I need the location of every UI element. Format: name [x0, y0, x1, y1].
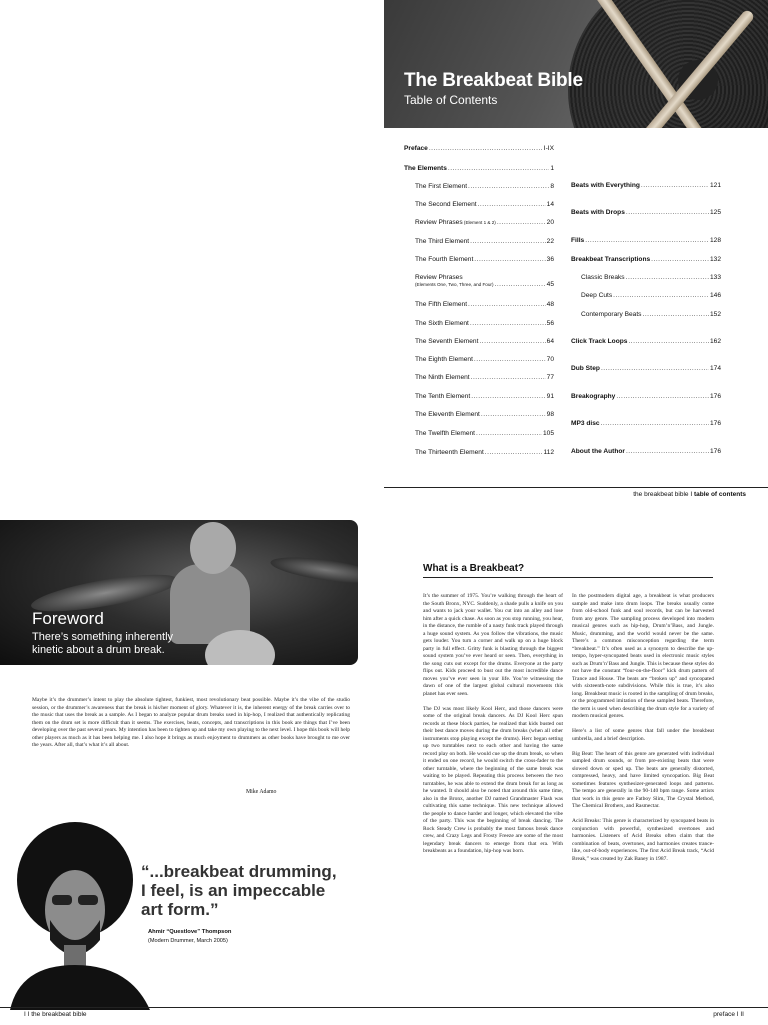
toc-leader-dots: [468, 183, 549, 190]
toc-leader-dots: [468, 301, 546, 308]
toc-leader-dots: [471, 374, 546, 381]
toc-entry-page: 14: [546, 201, 554, 208]
toc-entry-label: [581, 292, 612, 299]
toc-entry: [415, 320, 554, 327]
toc-entry: [415, 183, 554, 190]
toc-entry-label: [571, 237, 584, 244]
toc-entry-title: The Twelfth Element: [415, 430, 475, 437]
toc-entry-page: 146: [709, 292, 721, 299]
toc-entry: [415, 430, 554, 437]
toc-leader-dots: [476, 430, 542, 437]
foreword-subtitle: There’s something inherently kinetic about a drum break.: [32, 631, 174, 656]
toc-entry-page: 162: [709, 338, 721, 345]
toc-entry-label: [415, 356, 473, 363]
foreword-signature: Mike Adamo: [246, 789, 277, 795]
article-paragraph: Here’s a list of some genres that fall under the breakbeat umbrella, and a brief description.: [572, 728, 714, 742]
toc-entry-label: [404, 165, 447, 172]
toc-entry: [571, 182, 721, 189]
toc-entry-label: [415, 219, 496, 226]
toc-entry: [571, 365, 721, 372]
toc-leader-dots: [471, 393, 545, 400]
toc-entry-label: [571, 420, 600, 427]
toc-entry-page: 121: [709, 182, 721, 189]
toc-leader-dots: [470, 238, 546, 245]
toc-entry-page: 64: [546, 338, 554, 345]
toc-entry-page: 128: [709, 237, 721, 244]
toc-entry-label: [415, 183, 467, 190]
toc-leader-dots: [651, 256, 709, 263]
toc-entry-label: [571, 365, 600, 372]
toc-entry-page: 133: [709, 274, 721, 281]
toc-entry-label: [415, 411, 480, 418]
toc-entry-title: The Ninth Element: [415, 374, 470, 381]
toc-entry: [415, 449, 554, 456]
footer-text: I I the breakbeat bible: [24, 1011, 87, 1018]
toc-entry: [571, 237, 721, 244]
toc-entry-label: [571, 448, 625, 455]
article-paragraph: In the postmodern digital age, a breakbeat is what producers sample and make into drum loops. The breaks usually come from old-school funk and soul records, but can be harvested from any genre. The sampling process developed into modern musical genres such as hip-hop, Drum’n’Bass, and Jungle. Music, drumming, and the world would never be the same. There’s a common misconception regarding the term “breakbeat.” It’s often used as a synonym to describe the up-tempo, hyper-syncopated beats used in electronic music styles such as Drum’n’Bass and Jungle. This is because these styles do not have the constant “four-on-the-floor” kick drum pattern of Trance and House. The beats are “broken up” and syncopated with sixteenth-note subdivisions. While this is true, it’s also long. Breakbeat music is rooted in the sampling of drum breaks, or the programmed imitation of these sampled beats. Therefore, the term is used when describing the drum style for a variety of modern musical genres.: [572, 593, 714, 719]
toc-entry-title: The Sixth Element: [415, 320, 469, 327]
toc-entry-page: 98: [546, 411, 554, 418]
toc-entry-label: [404, 145, 428, 152]
footer-section-title: table of contents: [693, 491, 746, 498]
toc-entry-label: [415, 449, 484, 456]
toc-entry-page: 112: [543, 449, 554, 456]
toc-entry-page: 105: [542, 430, 554, 437]
article-paragraph: The DJ was most likely Kool Herc, and those dancers were some of the original break dancers. As DJ Kool Herc spun records at these block parties, he realized that kids busted out their best dance moves during the drum breaks (when all other instruments stop playing except the drums). Herc began setting up two turntables next to each other and having the same record play on both. He would cue up the drum break, so when it ended on one record, he would switch the cross-fader to the other turntable, where the beginning of the same break was waiting to be played. Repeating this process between the two turntables, he was able to extend the drum break for as long as he wanted. It should also be noted that around this same time, also in the Bronx, another DJ named Grandmaster Flash was cultivating this same technique. This new technique allowed the people to dance harder and longer, which elevated the vibe of the party. This was the beginning of break dancing. The Rock Steady Crew is probably the most famous break dance crew, and Crazy Legs and Frosty Freeze are some of the most legendary break dancers to emerge from that era. With breakbeats as a foundation, hip-hop was born.: [423, 705, 563, 854]
toc-entry: [415, 256, 554, 263]
toc-entry: [571, 209, 721, 216]
toc-entry-page: 8: [550, 183, 554, 190]
toc-leader-dots: [628, 338, 709, 345]
toc-entry-title: The Third Element: [415, 238, 470, 245]
toc-entry-title: Breakography: [571, 393, 616, 400]
toc-entry-title: Classic Breaks: [581, 274, 625, 281]
toc-entry-title: Breakbeat Transcriptions: [571, 256, 651, 263]
toc-entry-label: [415, 274, 493, 288]
toc-leader-dots: [481, 411, 546, 418]
toc-entry-page: 176: [709, 393, 721, 400]
toc-leader-dots: [585, 237, 709, 244]
toc-entry-page: 125: [709, 209, 721, 216]
toc-entry: [404, 145, 554, 152]
toc-entry-label: [415, 374, 470, 381]
toc-entry-page: 176: [709, 420, 721, 427]
toc-entry: [415, 301, 554, 308]
toc-entry-title: The Fourth Element: [415, 256, 474, 263]
toc-entry-page: 20: [546, 219, 554, 226]
toc-entry-page: 45: [546, 281, 554, 288]
toc-entry-label: [415, 338, 478, 345]
toc-entry-label: [571, 393, 615, 400]
footer-text: preface I II: [713, 1011, 744, 1018]
toc-leader-dots: [429, 145, 543, 152]
toc-subtitle: Table of Contents: [404, 93, 498, 107]
toc-entry-title: The Elements: [404, 165, 447, 172]
toc-entry-label: [415, 256, 473, 263]
toc-entry: [415, 219, 554, 226]
toc-entry-page: 132: [709, 256, 721, 263]
toc-entry: [415, 374, 554, 381]
foreword-body: Maybe it’s the drummer’s intent to play the absolute tightest, funkiest, most revolutionary beat possible. Maybe it’s the vibe of the studio session, or the drummer’s awareness that the break is his/her moment of glory. Whatever it is, the inherent energy of the break carries over to the music that uses the break as a sample. As I began to analyze popular drum breaks used in hip-hop, I realized that authentically replicating them on the drum set is more difficult than it seems. The exercises, beats, concepts, and transcriptions in this book are things that I’ve been developing over the past several years. My intention has been to tighten up and take my own playing to the next level. I hope this book will help other players as much as it has been helping me. I also hope it brings as much enjoyment to drummers as other books have brought to me over the years. After all, that’s what it’s all about.: [32, 697, 350, 748]
toc-entry: [571, 393, 721, 400]
toc-entry-title: The Eighth Element: [415, 356, 473, 363]
cymbal-graphic: [269, 552, 358, 587]
foreword-title: Foreword: [32, 609, 104, 628]
toc-entry-label: [415, 238, 469, 245]
toc-leader-dots: [626, 274, 709, 281]
toc-entry: [415, 393, 554, 400]
toc-leader-dots: [601, 420, 709, 427]
toc-entry: [571, 448, 721, 455]
toc-entry-title: The Eleventh Element: [415, 411, 480, 418]
toc-entry-page: 36: [546, 256, 554, 263]
footer-rule: [384, 487, 768, 488]
toc-entry: [581, 311, 721, 318]
toc-leader-dots: [485, 449, 543, 456]
toc-leader-dots: [613, 292, 709, 299]
toc-leader-dots: [626, 209, 709, 216]
toc-entry: [581, 274, 721, 281]
toc-leader-dots: [497, 219, 546, 226]
toc-entry-page: 48: [546, 301, 554, 308]
toc-leader-dots: [601, 365, 709, 372]
toc-entry-title: Preface: [404, 145, 428, 152]
toc-entry-title: Beats with Everything: [571, 182, 640, 189]
toc-entry: [571, 256, 721, 263]
toc-entry-label: [571, 256, 650, 263]
toc-entry-title: Review Phrases: [415, 274, 463, 281]
toc-entry-title: The Second Element: [415, 201, 477, 208]
quote-attribution: Ahmir “Questlove” Thompson: [148, 929, 232, 935]
toc-entry: [415, 356, 554, 363]
toc-entry-page: 70: [546, 356, 554, 363]
toc-entry-label: [415, 393, 470, 400]
toc-entry-page: 176: [709, 448, 721, 455]
article-paragraph: Acid Breaks: This genre is characterized by syncopated beats in conjunction with powerful, synthesized overtones and harmonies. Listeners of Acid Breaks often claim that the combination of beats, overtones, and harmonies creates trance-like, out-of-body experiences. The first Acid Break track, “Acid Break,” was created by Zak Baney in 1987.: [572, 818, 714, 862]
toc-entry-title: The Thirteenth Element: [415, 449, 484, 456]
toc-entry-title: Contemporary Beats: [581, 311, 642, 318]
toc-entry-title: Fills: [571, 237, 585, 244]
toc-entry-title: Deep Cuts: [581, 292, 613, 299]
toc-entry-title: Beats with Drops: [571, 209, 625, 216]
toc-leader-dots: [626, 448, 709, 455]
toc-entry-page: 152: [709, 311, 721, 318]
toc-entry-title: Review Phrases: [415, 219, 463, 226]
toc-entry-note: (Elements One, Two, Three, and Four): [415, 282, 494, 287]
drummer-head-graphic: [190, 522, 236, 574]
toc-leader-dots: [641, 182, 709, 189]
questlove-portrait: [0, 820, 160, 1010]
toc-entry: [571, 420, 721, 427]
toc-entry-label: [581, 274, 625, 281]
toc-entry-title: The Tenth Element: [415, 393, 471, 400]
toc-entry: [404, 165, 554, 172]
toc-entry-title: The First Element: [415, 183, 468, 190]
toc-entry-page: 56: [546, 320, 554, 327]
toc-entry-page: 22: [546, 238, 554, 245]
article-rule: [423, 577, 713, 578]
toc-entry-label: [571, 182, 640, 189]
article-paragraph: Big Beat: The heart of this genre are generated with individual sampled drum sounds, or from pre-existing beats that were slowed down or sped up. The beats are generally distorted, compressed, heavy, and have limited syncopation. Big Beat sometimes features synthesizer-generated loops and patterns. The tempo are generally in the 90-140 bpm range. Some artists that work in this genre are Fatboy Slim, The Crystal Method, The Chemical Brothers, and Rasmectar.: [572, 750, 714, 809]
toc-entry-label: [581, 311, 641, 318]
toc-entry-page: 1: [550, 165, 554, 172]
footer-book-title: the breakbeat bible: [633, 491, 689, 498]
foreword-page-footer: [0, 1007, 384, 1025]
toc-entry: [415, 238, 554, 245]
toc-entry-page: 174: [709, 365, 721, 372]
toc-leader-dots: [494, 281, 545, 288]
toc-entry-page: 91: [546, 393, 554, 400]
toc-entry-title: About the Author: [571, 448, 625, 455]
preface-page-footer: [384, 1007, 768, 1025]
toc-entry: [415, 338, 554, 345]
toc-leader-dots: [474, 256, 545, 263]
toc-leader-dots: [616, 393, 709, 400]
toc-entry-page: I-IX: [543, 145, 554, 152]
toc-title: The Breakbeat Bible: [404, 70, 583, 91]
article-column-2: [572, 593, 714, 871]
toc-entry-label: [415, 301, 467, 308]
toc-leader-dots: [448, 165, 549, 172]
toc-leader-dots: [479, 338, 545, 345]
toc-entry: [571, 338, 721, 345]
toc-leader-dots: [478, 201, 546, 208]
toc-page-footer: [384, 491, 746, 498]
toc-entry-page: 77: [546, 374, 554, 381]
toc-entry-title: Click Track Loops: [571, 338, 628, 345]
toc-leader-dots: [470, 320, 546, 327]
toc-entry-title: The Fifth Element: [415, 301, 468, 308]
toc-entry: [581, 292, 721, 299]
toc-leader-dots: [642, 311, 709, 318]
toc-leader-dots: [474, 356, 546, 363]
article-column-1: [423, 593, 563, 863]
quote-source: (Modern Drummer, March 2005): [148, 938, 228, 944]
toc-entry: [415, 201, 554, 208]
toc-entry-label: [571, 338, 627, 345]
toc-entry-note: (Element 1 & 2): [462, 220, 496, 225]
toc-entry-title: MP3 disc: [571, 420, 600, 427]
toc-entry-title: Dub Step: [571, 365, 600, 372]
toc-entry-label: [415, 201, 477, 208]
pull-quote: “...breakbeat drumming, I feel, is an impeccable art form.”: [141, 862, 337, 919]
article-title: What is a Breakbeat?: [423, 563, 525, 574]
toc-entry: [415, 411, 554, 418]
toc-hero-image: [384, 0, 768, 128]
article-paragraph: It’s the summer of 1975. You’re walking through the heart of the South Bronx, NYC. Suddenly, a shade pulls a knife on you and wants to jack your wallet. You cut into an alley and lose him after a quick chase. As soon as you stop running, you hear, in the distance, the rumble of a nasty funk track played through a huge sound system. As you follow the vibrations, the music gets louder. You turn a corner and walk up on a huge block party in full effect. Gritty funk is blasting through the biggest sound system you’ve ever heard or seen. Then, everything in the song cuts out except for the drums. Everyone at the party flips out. Kids proceed to bust out the most incredible dance moves you’ve ever seen in your life. You’re witnessing the dawn of one of the largest global cultural movements this planet has ever seen.: [423, 593, 563, 697]
toc-entry: [415, 274, 554, 288]
footer-separator: I: [690, 491, 693, 498]
toc-entry-label: [571, 209, 625, 216]
toc-entry-label: [415, 320, 469, 327]
toc-entry-label: [415, 430, 475, 437]
toc-entry-title: The Seventh Element: [415, 338, 479, 345]
